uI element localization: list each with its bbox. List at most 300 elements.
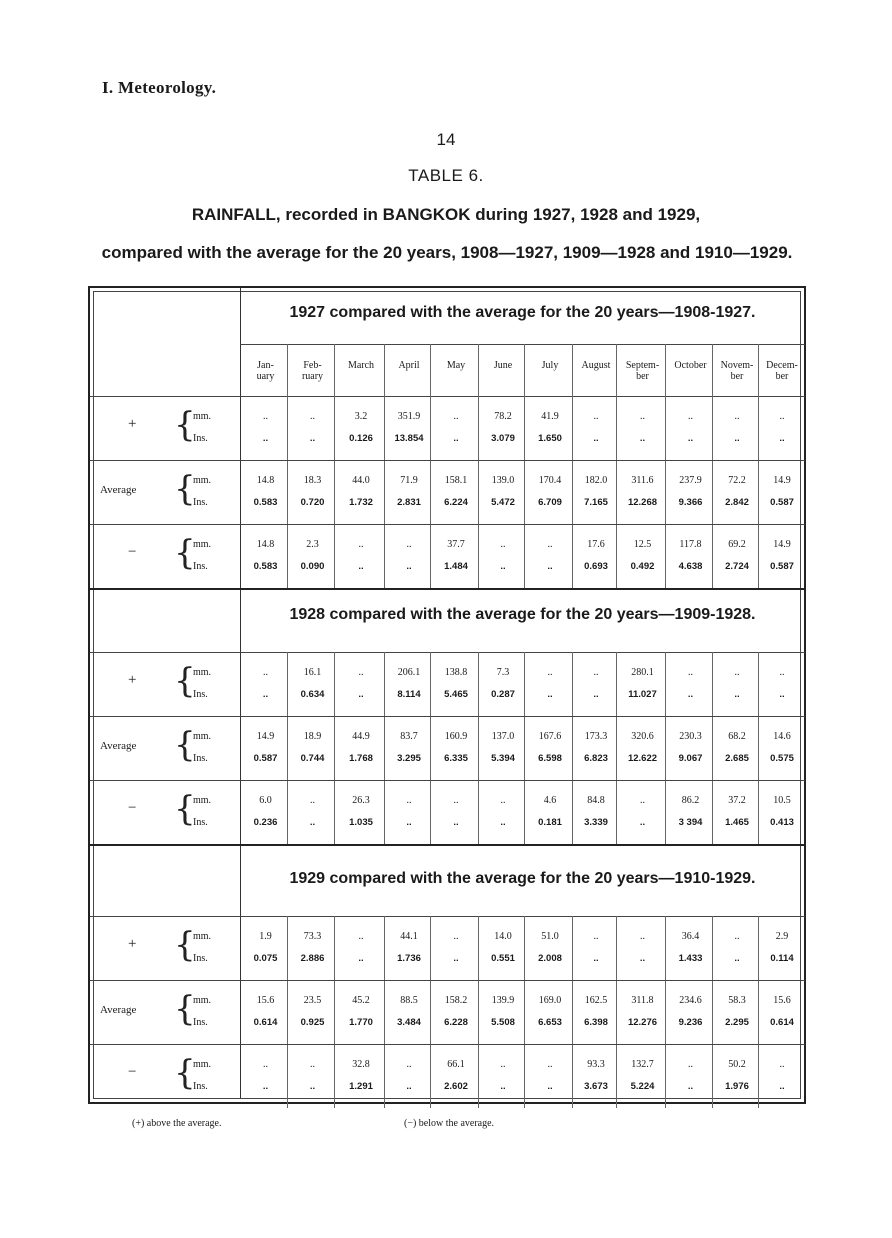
column-divider: [334, 652, 335, 844]
value-inches: 1.433: [678, 953, 703, 964]
row-brace: {: [174, 925, 196, 965]
value-mm: 132.7: [631, 1059, 654, 1070]
value-mm: 230.3: [679, 731, 702, 742]
value-inches: ..: [639, 953, 646, 964]
value-inches: 0.634: [300, 689, 325, 700]
value-inches: ..: [453, 817, 459, 828]
column-divider: [616, 652, 617, 844]
value-inches: 12.622: [627, 753, 658, 764]
unit-inches: Ins.: [193, 1017, 208, 1028]
month-header: Jan- uary: [256, 360, 275, 382]
value-inches: 1.650: [538, 433, 562, 444]
label-column-divider: [240, 288, 241, 1098]
column-divider: [572, 344, 573, 588]
column-divider: [478, 344, 479, 588]
value-mm: ..: [547, 667, 553, 678]
value-mm: 18.3: [303, 475, 322, 486]
value-inches: 0.614: [770, 1017, 794, 1028]
value-mm: 3.2: [354, 411, 368, 422]
value-inches: 0.587: [770, 497, 794, 508]
value-inches: 3.079: [491, 433, 515, 444]
value-mm: 2.3: [306, 539, 319, 550]
column-divider: [712, 916, 713, 1108]
value-mm: ..: [779, 1059, 785, 1070]
value-mm: 17.6: [587, 539, 605, 550]
value-mm: ..: [358, 667, 364, 678]
month-header: July: [541, 360, 559, 371]
value-inches: 0.583: [253, 497, 278, 508]
value-inches: 6.228: [444, 1017, 468, 1028]
column-divider: [572, 916, 573, 1108]
value-mm: 167.6: [538, 731, 562, 742]
value-mm: ..: [734, 667, 740, 678]
value-mm: ..: [310, 1059, 315, 1070]
footnote-below-average: (−) below the average.: [404, 1118, 495, 1129]
value-inches: ..: [309, 1081, 316, 1092]
row-label: Average: [100, 484, 137, 496]
value-mm: 280.1: [631, 667, 654, 678]
column-divider: [712, 652, 713, 844]
value-mm: 37.7: [447, 539, 465, 550]
unit-mm: mm.: [193, 411, 212, 422]
row-label: Average: [100, 740, 137, 752]
value-inches: ..: [687, 433, 694, 444]
value-inches: 12.276: [627, 1017, 658, 1028]
value-mm: ..: [263, 411, 268, 422]
value-mm: ..: [358, 539, 364, 550]
value-mm: 44.0: [352, 475, 370, 486]
value-mm: 311.6: [631, 475, 654, 486]
value-mm: 139.9: [491, 995, 515, 1006]
column-divider: [524, 344, 525, 588]
value-inches: 5.472: [491, 497, 515, 508]
value-mm: 66.1: [447, 1059, 465, 1070]
column-divider: [616, 916, 617, 1108]
value-mm: 44.1: [400, 931, 418, 942]
unit-mm: mm.: [193, 731, 212, 742]
value-inches: 2.724: [725, 561, 749, 572]
column-divider: [665, 344, 666, 588]
value-inches: ..: [593, 433, 599, 444]
value-inches: ..: [309, 817, 316, 828]
column-divider: [665, 652, 666, 844]
value-mm: 86.2: [681, 795, 700, 806]
unit-mm: mm.: [193, 931, 212, 942]
row-divider: [90, 980, 805, 981]
column-divider: [665, 916, 666, 1108]
unit-inches: Ins.: [193, 433, 208, 444]
value-mm: 14.9: [773, 539, 791, 550]
value-mm: 234.6: [679, 995, 702, 1006]
value-inches: 6.653: [538, 1017, 562, 1028]
value-inches: 1.732: [349, 497, 373, 508]
value-mm: 23.5: [303, 995, 322, 1006]
value-inches: 6.224: [444, 497, 468, 508]
value-inches: 6.823: [584, 753, 608, 764]
value-mm: 14.9: [773, 475, 791, 486]
value-inches: 5.508: [491, 1017, 515, 1028]
value-inches: ..: [358, 689, 364, 700]
value-inches: 0.575: [770, 753, 794, 764]
value-inches: 1.736: [397, 953, 421, 964]
value-mm: 44.9: [352, 731, 370, 742]
value-mm: ..: [640, 795, 645, 806]
value-mm: 162.5: [584, 995, 608, 1006]
value-mm: 4.6: [543, 795, 557, 806]
value-inches: 13.854: [394, 433, 424, 444]
value-mm: ..: [263, 1059, 268, 1070]
value-mm: 14.6: [773, 731, 791, 742]
rainfall-table: [88, 286, 806, 1104]
value-mm: 160.9: [444, 731, 468, 742]
value-inches: 3 394: [678, 817, 703, 828]
value-inches: 2.295: [725, 1017, 749, 1028]
value-mm: ..: [688, 411, 693, 422]
row-divider: [90, 1044, 805, 1045]
row-brace: {: [174, 533, 196, 573]
value-inches: 7.165: [584, 497, 608, 508]
value-mm: 72.2: [728, 475, 746, 486]
row-divider: [90, 780, 805, 781]
value-inches: 0.693: [584, 561, 608, 572]
value-inches: 6.709: [538, 497, 562, 508]
value-inches: ..: [500, 1081, 506, 1092]
unit-mm: mm.: [193, 539, 212, 550]
value-inches: ..: [262, 433, 269, 444]
value-inches: ..: [262, 689, 269, 700]
value-inches: 0.236: [253, 817, 278, 828]
value-inches: 8.114: [397, 689, 421, 700]
value-mm: 36.4: [681, 931, 700, 942]
column-divider: [758, 652, 759, 844]
unit-inches: Ins.: [193, 817, 208, 828]
value-inches: 0.413: [770, 817, 794, 828]
row-label: −: [128, 544, 137, 560]
value-inches: ..: [779, 689, 785, 700]
value-mm: ..: [453, 795, 459, 806]
column-divider: [334, 916, 335, 1108]
value-inches: ..: [358, 953, 364, 964]
row-label: −: [128, 1064, 137, 1080]
month-header: Novem- ber: [720, 360, 754, 382]
month-header: May: [446, 360, 466, 371]
value-inches: ..: [687, 689, 694, 700]
value-mm: ..: [734, 411, 740, 422]
value-inches: 9.067: [678, 753, 703, 764]
value-mm: 170.4: [538, 475, 562, 486]
value-mm: ..: [547, 539, 553, 550]
column-divider: [712, 344, 713, 588]
value-mm: 351.9: [397, 411, 421, 422]
footnote-above-average: (+) above the average.: [132, 1118, 222, 1129]
value-inches: ..: [500, 817, 506, 828]
value-mm: ..: [310, 411, 315, 422]
value-inches: 1.770: [349, 1017, 373, 1028]
value-mm: ..: [453, 931, 459, 942]
value-inches: 0.551: [491, 953, 515, 964]
value-mm: ..: [640, 931, 645, 942]
value-inches: ..: [453, 433, 459, 444]
value-mm: 320.6: [631, 731, 654, 742]
value-mm: ..: [500, 1059, 506, 1070]
value-mm: 173.3: [584, 731, 608, 742]
value-inches: 1.484: [444, 561, 468, 572]
page-number: 14: [436, 130, 456, 149]
row-label: Average: [100, 1004, 137, 1016]
value-inches: 0.587: [253, 753, 278, 764]
column-divider: [384, 652, 385, 844]
value-mm: 2.9: [775, 931, 789, 942]
row-brace: {: [174, 661, 196, 701]
value-inches: 0.587: [770, 561, 794, 572]
value-mm: ..: [640, 411, 645, 422]
value-inches: 0.075: [253, 953, 278, 964]
value-inches: ..: [500, 561, 506, 572]
value-inches: ..: [734, 689, 740, 700]
value-inches: ..: [547, 689, 553, 700]
value-mm: 15.6: [773, 995, 791, 1006]
value-inches: ..: [309, 433, 316, 444]
block-divider: [90, 844, 805, 846]
value-mm: 78.2: [494, 411, 512, 422]
column-divider: [287, 652, 288, 844]
row-label: +: [128, 936, 137, 952]
value-inches: ..: [547, 1081, 553, 1092]
value-inches: ..: [358, 561, 364, 572]
unit-inches: Ins.: [193, 689, 208, 700]
value-inches: 5.394: [491, 753, 515, 764]
title-divider: [90, 652, 805, 653]
value-mm: 14.8: [256, 475, 275, 486]
month-header: October: [674, 360, 707, 371]
value-mm: 206.1: [397, 667, 421, 678]
value-inches: ..: [593, 689, 599, 700]
value-mm: 6.0: [259, 795, 272, 806]
value-mm: 84.8: [587, 795, 605, 806]
value-mm: 158.2: [444, 995, 468, 1006]
unit-mm: mm.: [193, 795, 212, 806]
month-header: June: [493, 360, 513, 371]
table-heading-line-1: RAINFALL, recorded in BANGKOK during 1927, 1928 and 1929,: [191, 205, 701, 224]
value-mm: 137.0: [491, 731, 515, 742]
value-inches: 12.268: [627, 497, 658, 508]
value-mm: 68.2: [728, 731, 746, 742]
value-inches: 1.976: [725, 1081, 749, 1092]
row-divider: [90, 524, 805, 525]
month-header: April: [398, 360, 420, 371]
value-mm: 93.3: [587, 1059, 605, 1070]
value-mm: ..: [779, 667, 785, 678]
value-inches: 2.008: [538, 953, 562, 964]
value-mm: ..: [547, 1059, 553, 1070]
value-mm: ..: [500, 795, 506, 806]
column-divider: [478, 652, 479, 844]
value-inches: ..: [547, 561, 553, 572]
unit-inches: Ins.: [193, 753, 208, 764]
value-inches: 4.638: [678, 561, 703, 572]
value-mm: 32.8: [352, 1059, 370, 1070]
row-divider: [90, 716, 805, 717]
value-inches: 5.224: [630, 1081, 655, 1092]
column-divider: [758, 916, 759, 1108]
value-mm: ..: [406, 1059, 412, 1070]
value-mm: 41.9: [541, 411, 559, 422]
value-mm: ..: [406, 539, 412, 550]
value-inches: 9.366: [678, 497, 703, 508]
value-mm: 14.8: [256, 539, 275, 550]
value-inches: 2.842: [725, 497, 749, 508]
value-mm: ..: [358, 931, 364, 942]
column-divider: [572, 652, 573, 844]
value-inches: 0.492: [630, 561, 655, 572]
value-mm: 83.7: [400, 731, 418, 742]
unit-inches: Ins.: [193, 1081, 208, 1092]
unit-mm: mm.: [193, 995, 212, 1006]
value-inches: ..: [406, 1081, 412, 1092]
value-mm: ..: [500, 539, 506, 550]
column-divider: [334, 344, 335, 588]
column-divider: [524, 652, 525, 844]
value-mm: 16.1: [303, 667, 322, 678]
month-header-divider: [90, 396, 805, 397]
column-divider: [430, 344, 431, 588]
value-inches: ..: [779, 433, 785, 444]
value-mm: 71.9: [400, 475, 418, 486]
value-mm: ..: [310, 795, 315, 806]
month-header: Septem- ber: [625, 360, 660, 382]
value-mm: ..: [688, 667, 693, 678]
table-heading-line-2: compared with the average for the 20 years, 1908—1927, 1909—1928 and 1910—1929.: [101, 243, 793, 262]
column-divider: [384, 344, 385, 588]
value-inches: 6.398: [584, 1017, 608, 1028]
value-inches: ..: [406, 561, 412, 572]
value-inches: 0.583: [253, 561, 278, 572]
value-inches: 1.768: [349, 753, 373, 764]
value-mm: 26.3: [352, 795, 370, 806]
value-inches: 0.614: [253, 1017, 278, 1028]
value-inches: ..: [639, 817, 646, 828]
value-inches: 3.339: [584, 817, 608, 828]
value-mm: 138.8: [444, 667, 468, 678]
column-divider: [430, 652, 431, 844]
value-inches: 3.484: [397, 1017, 421, 1028]
value-inches: 11.027: [628, 689, 657, 700]
value-mm: ..: [593, 411, 599, 422]
column-divider: [758, 344, 759, 588]
title-divider: [240, 344, 805, 345]
value-mm: 50.2: [728, 1059, 746, 1070]
row-brace: {: [174, 1053, 196, 1093]
value-inches: 2.685: [725, 753, 749, 764]
row-brace: {: [174, 989, 196, 1029]
value-mm: 1.9: [259, 931, 272, 942]
row-label: +: [128, 672, 137, 688]
value-mm: ..: [453, 411, 459, 422]
value-inches: 0.090: [300, 561, 325, 572]
value-inches: 1.465: [725, 817, 749, 828]
value-mm: ..: [734, 931, 740, 942]
value-inches: 6.598: [538, 753, 562, 764]
value-inches: 1.035: [349, 817, 373, 828]
row-divider: [90, 460, 805, 461]
value-mm: 12.5: [633, 539, 652, 550]
unit-inches: Ins.: [193, 953, 208, 964]
value-mm: 10.5: [773, 795, 791, 806]
column-divider: [287, 916, 288, 1108]
row-label: +: [128, 416, 137, 432]
unit-mm: mm.: [193, 475, 212, 486]
value-inches: 2.886: [300, 953, 325, 964]
unit-mm: mm.: [193, 667, 212, 678]
value-mm: ..: [688, 1059, 693, 1070]
value-inches: 3.673: [584, 1081, 608, 1092]
value-mm: ..: [593, 667, 599, 678]
table-title: TABLE 6.: [408, 166, 484, 185]
value-inches: 2.831: [397, 497, 421, 508]
block-title: 1929 compared with the average for the 20 years—1910-1929.: [289, 870, 756, 887]
column-divider: [384, 916, 385, 1108]
value-inches: 1.291: [349, 1081, 373, 1092]
value-inches: 2.602: [444, 1081, 468, 1092]
value-mm: 88.5: [400, 995, 418, 1006]
row-brace: {: [174, 469, 196, 509]
block-divider: [90, 588, 805, 590]
column-divider: [524, 916, 525, 1108]
column-divider: [287, 344, 288, 588]
value-inches: 0.720: [300, 497, 325, 508]
value-mm: ..: [593, 931, 599, 942]
month-header: March: [347, 360, 375, 371]
value-inches: 0.181: [538, 817, 562, 828]
column-divider: [430, 916, 431, 1108]
value-inches: ..: [734, 433, 740, 444]
column-divider: [616, 344, 617, 588]
value-mm: 158.1: [444, 475, 468, 486]
column-divider: [478, 916, 479, 1108]
unit-inches: Ins.: [193, 561, 208, 572]
month-header: August: [581, 360, 611, 371]
row-brace: {: [174, 405, 196, 445]
value-mm: 14.9: [256, 731, 275, 742]
section-heading: I. Meteorology.: [102, 78, 217, 97]
value-mm: 73.3: [303, 931, 322, 942]
value-mm: 69.2: [728, 539, 746, 550]
value-inches: ..: [734, 953, 740, 964]
month-header: Decem- ber: [766, 360, 798, 382]
row-brace: {: [174, 789, 196, 829]
value-mm: 51.0: [541, 931, 559, 942]
value-mm: 169.0: [538, 995, 562, 1006]
value-mm: 18.9: [303, 731, 322, 742]
unit-inches: Ins.: [193, 497, 208, 508]
value-mm: 37.2: [728, 795, 746, 806]
value-mm: 14.0: [494, 931, 512, 942]
value-inches: 0.126: [349, 433, 373, 444]
value-inches: 0.114: [770, 953, 794, 964]
value-inches: ..: [593, 953, 599, 964]
value-inches: 9.236: [678, 1017, 703, 1028]
value-mm: 237.9: [679, 475, 702, 486]
value-inches: 0.744: [300, 753, 325, 764]
value-mm: 45.2: [352, 995, 370, 1006]
value-mm: 15.6: [256, 995, 275, 1006]
block-title: 1927 compared with the average for the 20 years—1908-1927.: [289, 304, 756, 321]
value-inches: 0.925: [300, 1017, 325, 1028]
month-header: Feb- ruary: [301, 360, 324, 382]
value-mm: 139.0: [491, 475, 515, 486]
value-inches: ..: [453, 953, 459, 964]
value-mm: 7.3: [496, 667, 510, 678]
